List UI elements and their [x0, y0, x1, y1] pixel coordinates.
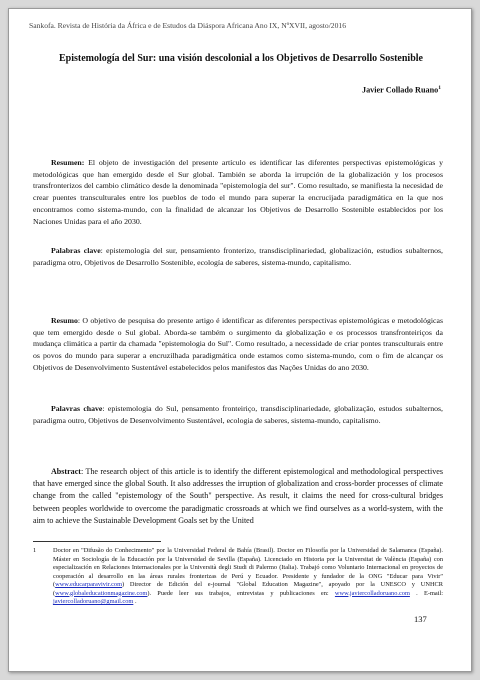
footnote-divider — [33, 541, 161, 542]
article-title: Epistemología del Sur: una visión descolonial a los Objetivos de Desarrollo Sostenible — [58, 53, 423, 64]
footnote — [33, 547, 443, 607]
footnote-text-e: . — [133, 598, 137, 605]
footnote-link-email[interactable]: javiercolladoruano@gmail.com — [53, 598, 134, 605]
resumo-label: Resumo — [51, 316, 78, 325]
palabras-clave-paragraph — [33, 245, 443, 268]
footnote-text — [53, 547, 443, 607]
footnote-text-d: . E-mail: — [409, 589, 443, 597]
abstract-paragraph — [33, 466, 443, 527]
abstract-text: : The research object of this article is to identify the different epistemological and methodological perspectives that have emerged since the global South. It also addresses the irruption of globalization and cross-border processes of climate change from the called "epistemology of the South" perspective. As result, it claims the need for cross-cultural bridges between peoples worldwide to overcome the paradigmatic crossroads at which we find ourselves as a world-system, with the aim to achieve the Sustainable Development Goals set by the United — [33, 467, 443, 525]
resumo-text: : O objetivo de pesquisa do presente artigo é identificar as diferentes perspectivas epistemológicas e metodológicas que tem emergido desde o Sul global. Aborda-se também o surgimento da globalização e os processos transfronteiriços da mudança climática a partir da chamada "epistemologia do Sul". Como resultado, a necessidade de criar pontes transculturais entre os povos do mundo para superar a encruzilhada paradigmática onde estamos como sistema-mundo, com o fim de alcançar os Objetivos de Desenvolvimento Sustentável estabelecidos pelos manifestos das Nações Unidas do ano 2030. — [33, 316, 443, 372]
footnote-number: 1 — [33, 547, 37, 554]
footnote-link-globaleducationmagazine[interactable]: www.globaleducationmagazine.com — [55, 589, 148, 597]
palabras-clave-text: : epistemología del sur, pensamiento fronterizo, transdisciplinariedad, globalización, estudios subalternos, paradigma otro, Objetivos de Desarrollo Sostenible, ecología de saberes, sistema-mundo, capitalismo. — [33, 246, 443, 267]
palavras-chave-text: : epistemologia do Sul, pensamento fronteiriço, transdisciplinariedade, globalização, estudos subalternos, paradigma outro, Objetivos de Desenvolvimento Sustentável, ecologia de saberes, sistema-mundo, capitalismo. — [33, 404, 444, 425]
resumen-paragraph — [33, 157, 443, 227]
palabras-clave-label: Palabras clave — [51, 246, 101, 255]
abstract-label: Abstract — [51, 467, 81, 476]
footnote-text-a: Doctor en "Difusão do Conhecimento" por la Universidad Federal de Bahía (Brasil). Doctor en Filosofía por la Universidad de Salamanca (España). Máster en Sociología de la Educación por la Universidad de Sevilla (España). Licenciado en Historia por la Universitat de València (España) con especialización en Relaciones Internacionales por la Università degli Studi di Palermo (Italia). Trabajó como Voluntario Internacional en proyectos de cooperación al desarrollo en las áreas rurales fronterizas de Perú y Ecuador. Presidente y fundador de la ONG "Educar para Vivir" ( — [53, 547, 443, 588]
resumen-text: El objeto de investigación del presente artículo es identificar las diferentes perspectivas epistemológicas y metodológicas que han emergido desde el Sur global. También se aborda la irrupción de la globalización y los procesos transfronterizos del cambio climático desde la denominada "epistemología del sur". Como resultado, se manifiesta la necesidad de crear puentes transculturales entre los pueblos de todo el mundo para superar la encrucijada paradigmática en la que nos encontramos como sistema-mundo, con la finalidad de alcanzar los Objetivos de Desarrollo Sostenible establecidos por los Naciones Unidas para el año 2030. — [33, 158, 443, 226]
resumo-paragraph — [33, 315, 443, 374]
resumen-label: Resumen: — [51, 158, 85, 167]
page-number: 137 — [414, 614, 427, 624]
journal-header: Sankofa. Revista de História da África e de Estudos da Diáspora Africana Ano IX, NºXVII, agosto/2016 — [29, 21, 346, 30]
document-page — [8, 8, 472, 672]
author-footnote-mark[interactable]: 1 — [438, 85, 441, 91]
author-name: Javier Collado Ruano — [361, 85, 439, 95]
palavras-chave-label: Palavras chave — [51, 404, 103, 413]
author-line — [209, 85, 441, 95]
footnote-text-b: ) Director de Edición del e-journal "Global Education Magazine", apoyado por la UNESCO y UNHCR ( — [53, 581, 443, 597]
footnote-link-educarparavivir[interactable]: www.educarparavivir.com — [55, 581, 122, 588]
footnote-text-c: ). Puede leer sus trabajos, entrevistas y publicaciones en: — [147, 589, 335, 597]
palavras-chave-paragraph — [33, 403, 443, 426]
footnote-link-website[interactable]: www.javiercolladoruano.com — [334, 589, 410, 597]
